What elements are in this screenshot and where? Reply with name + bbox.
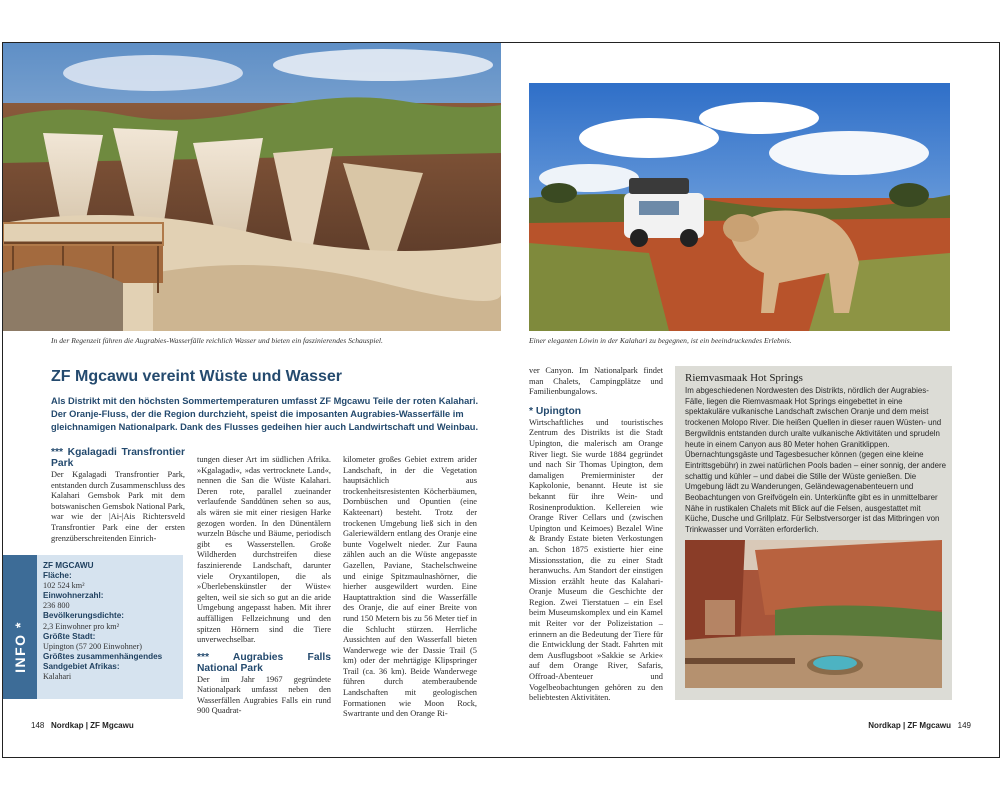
right-folio (868, 721, 971, 730)
augrabies-text-cont: kilometer großes Gebiet extrem arider Landschaft, in der die Vegetation hauptsächlich aus trockenheitsresistenten Köcherbäumen, Dornbüschen und Opuntien (eine Kakteenart) besteht. Trotz der trockenen Umgebung ließ sich in den Galeriewäldern entlang des Oranje eine bunte Vogelwelt nieder. Zur Fauna zählen auch an die Wüste angepasste Gazellen, Paviane, Stachelschweine und einige Spitzmaulnashörner, die hierher ausgewildert wurden. Eine Hauptattraktion sind die Wasserfälle des Oranje, die auf einer Breite von rund 150 Metern bis zu 56 Meter tief in die Schlucht stürzen. Herrliche Aussichten auf den Wasserfall bieten Wanderwege wie der Dassie Trail (5 km) oder der mehrtägige Klipspringer Trail (ca. 36 km). Beide Wanderwege führen durch atemberaubende Landschaften mit geologischen Formationen wie Moon Rock, Swartrante und den Orange Ri- (343, 455, 477, 719)
info-value: Upington (57 200 Einwohner) (43, 641, 142, 651)
info-title: ZF MGCAWU (43, 561, 94, 570)
right-page (501, 43, 999, 757)
section-label: Nordkap | ZF Mgcawu (51, 721, 134, 730)
page-number: 148 (31, 721, 45, 730)
augrabies-text: Der im Jahr 1967 gegründete Nationalpark umfasst neben den Wasserfällen Augrabies Falls ein rund 900 Quadrat- (197, 674, 331, 716)
left-column-1 (51, 447, 185, 544)
info-value: 2,3 Einwohner pro km² (43, 621, 120, 631)
kgalagadi-text-cont: tungen dieser Art im südlichen Afrika. »Kgalagadi«, »das vertrocknete Land«, nennen die San die Wüste Kalahari. Deren rote, parallel zueinander verlaufende Sanddünen sehen so aus, als wären sie mit einer riesigen Harke gezogen worden. In den Dünentälern wurzeln Büsche und Bäume, periodisch gibt es Wasserstellen. Große Wildherden durchstreifen diese faszinierende Landschaft, darunter viele Oryxantilopen, die als »Überlebenskünstler der Wüste« gelten, weil sie sich so gut an die aride Umgebung angepasst haben. Mit ihrer auffälligen Fellzeichnung und den spitzen Hörnern sind die Tiere unverwechselbar. (197, 455, 331, 645)
augrabies-text-end: ver Canyon. Im Nationalpark findet man Chalets, Campingplätze und Familienbungalows. (529, 366, 663, 397)
section-label: Nordkap | ZF Mgcawu (868, 721, 951, 730)
hot-springs-box (675, 366, 952, 700)
info-body (43, 561, 179, 682)
right-photo-caption: Einer eleganten Löwin in der Kalahari zu begegnen, ist ein beeindruckendes Erlebnis. (529, 336, 792, 345)
left-column-3 (343, 455, 477, 720)
kgalagadi-heading: *** Kgalagadi Transfrontier Park (51, 447, 185, 469)
upington-text: Wirtschaftliches und touristisches Zentrum des Distrikts ist die Stadt Upington, die malerisch am Orange River liegt. Sie wurde 1884 gegründet und nach Sir Thomas Upington, dem damaligen Premierminister der Kapkolonie, benannt. Heute ist sie bekannt für ihre Wein- und Rosinenproduktion. Kellereien wie Orange River Cellars und (zwischen Upington und Keimoes) Bezalel Wine & Brandy Estate bieten Verkostungen an. Schon 1875 existierte hier eine Missionsstation, die zu einer Stadt heranwuchs. Am Standort der einstigen Mission erzählt heute das Kalahari-Oranje Museum die Geschichte der Region. Zwei Tierstatuen – ein Esel beim Museumskomplex und ein Kamel mit Reiter vor der Polizeistation – erinnern an die Bedeutung der Tiere für die Entwicklung der Stadt. Fahrten mit dem Ausflugsboot »Sakkie se Arkie« auf dem Orange River, Safaris, Offroad-Abenteuer und Vogelbeobachtungen gehören zu den beliebtesten Aktivitäten. (529, 417, 663, 703)
info-value: Kalahari (43, 672, 72, 682)
left-page (3, 43, 501, 757)
lead-paragraph: Als Distrikt mit den höchsten Sommertemperaturen umfasst ZF Mgcawu Teile der roten Kalahari. Der Oranje-Fluss, der die Region durchzieht, speist die imposanten Augrabies-Wasserfälle im gleichnamigen Nationalpark. Dank des Flusses gedeihen hier auch Landwirtschaft und Weinbau. (51, 396, 479, 432)
info-label: Einwohnerzahl: (43, 591, 104, 601)
left-photo-caption: In der Regenzeit führen die Augrabies-Wasserfälle reichlich Wasser und bieten ein faszinierendes Schauspiel. (51, 336, 383, 345)
right-column-1 (529, 366, 663, 704)
left-column-2 (197, 455, 331, 717)
info-label: Größtes zusammenhängendes Sandgebiet Afrikas: (43, 651, 163, 671)
waterfall-photo (3, 43, 501, 331)
page-number: 149 (957, 721, 971, 730)
augrabies-heading: *** Augrabies Falls National Park (197, 651, 331, 674)
info-label: Größte Stadt: (43, 631, 96, 641)
info-tab (3, 555, 37, 699)
info-box (3, 555, 183, 699)
info-label: Bevölkerungsdichte: (43, 611, 124, 621)
upington-heading: * Upington (529, 405, 582, 417)
lioness-photo (529, 83, 950, 331)
kgalagadi-text: Der Kgalagadi Transfrontier Park, entstanden durch Zusammenschluss des Kalahari Gemsbok Park mit dem botswanischen Gemsbok National Park, war wie der |Ai-|Ais Richtersveld Transfrontier Park eine der ersten grenzüberschreitenden Einrich- (51, 470, 185, 543)
book-spread (2, 42, 1000, 758)
hot-springs-title: Riemvasmaak Hot Springs (685, 372, 803, 384)
page-headline: ZF Mgcawu vereint Wüste und Wasser (51, 368, 343, 385)
info-value: 236 800 (43, 601, 70, 611)
hot-springs-photo (685, 540, 942, 688)
info-tab-label: INFO * (12, 621, 28, 673)
hot-springs-text: Im abgeschiedenen Nordwesten des Distrikts, nördlich der Augrabies-Fälle, liegen die Riemvasmaak Hot Springs eingebettet in eine spektakuläre vulkanische Landschaft zwischen Oranje und dem meist trockenen Molopo River. Die heißen Quellen in dieser rauen Wüsten- und Bergwildnis entstanden durch uralte vulkanische Aktivitäten und sprudeln heute in einem Canyon aus 80 Meter hohen Granitklippen. Übernachtungsgäste und Tagesbesucher können (gegen eine kleine Eintrittsgebühr) in zwei natürlichen Pools baden – einer sonnig, der andere schattig und kühler – und dabei die Stille der Wüste genießen. Die Umgebung lädt zu Wanderungen, Geländewagenabenteuern und Beobachtungen von Greifvögeln ein. Unterkünfte gibt es in unmittelbarer Nähe in rustikalen Chalets mit Blick auf die Felsen, ausgestattet mit Küche, Dusche und Grillplatz. Für Selbstversorger ist das Mitbringen von Trinkwasser und Vorräten erforderlich. (685, 386, 946, 535)
info-value: 102 524 km² (43, 581, 85, 591)
left-folio (31, 721, 134, 730)
info-label: Fläche: (43, 571, 72, 581)
